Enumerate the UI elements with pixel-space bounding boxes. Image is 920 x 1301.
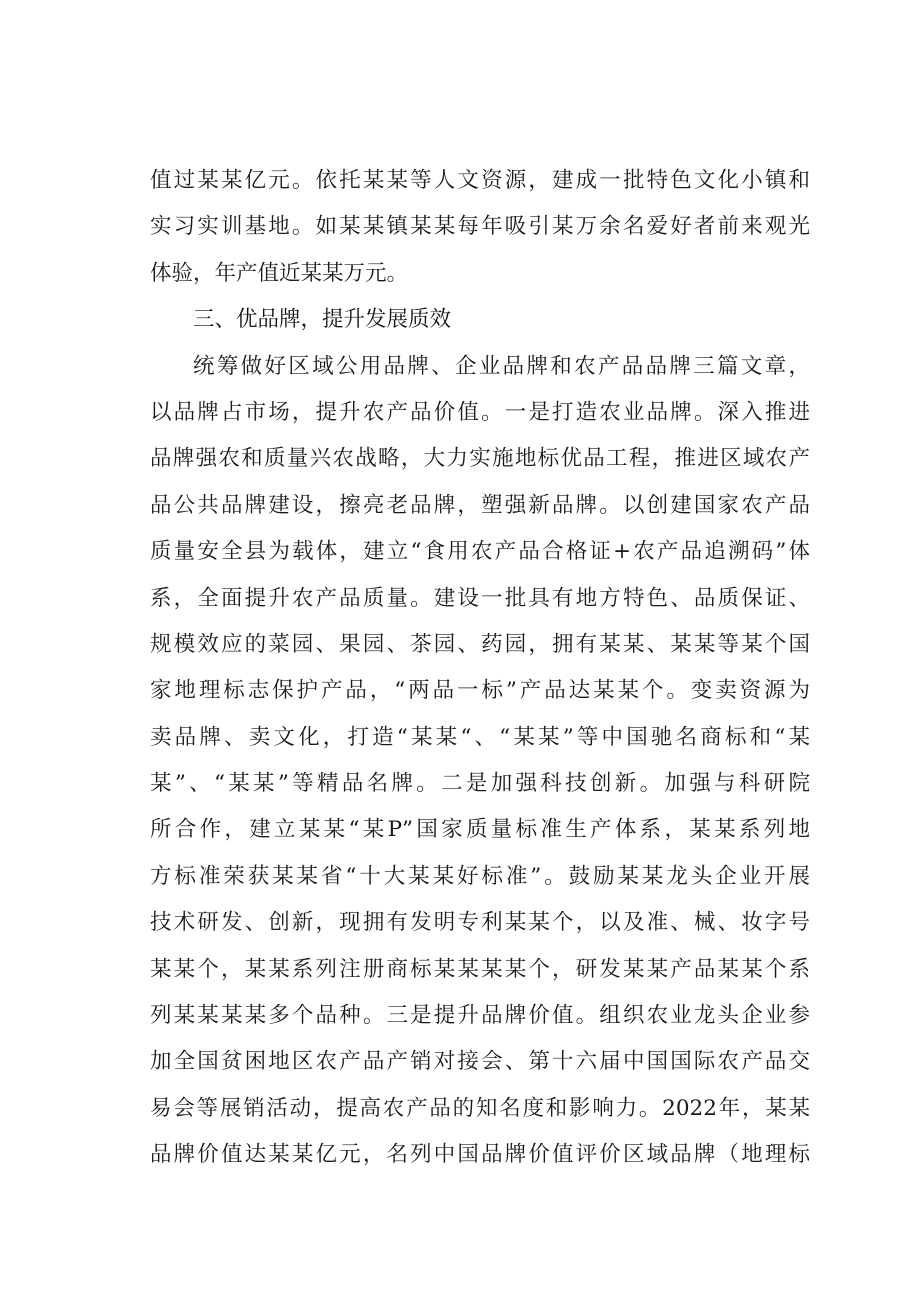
text-line: 品公共品牌建设，擦亮老品牌，塑强新品牌。以创建国家农产品 (150, 492, 810, 518)
text-line: 值过某某亿元。依托某某等人文资源，建成一批特色文化小镇和 (150, 168, 810, 193)
text-line: 易会等展销活动，提高农产品的知名度和影响力。2022年，某某 (150, 1095, 810, 1121)
text-line: 某”、“某某”等精品名牌。二是加强科技创新。加强与科研院 (150, 771, 810, 797)
text-line: 质量安全县为载体，建立“食用农产品合格证+农产品追溯码”体 (150, 539, 810, 565)
text-line: 所合作，建立某某“某P”国家质量标准生产体系，某某系列地 (150, 817, 810, 843)
text-line: 体验，年产值近某某万元。 (150, 260, 409, 286)
text-line: 系，全面提升农产品质量。建设一批具有地方特色、品质保证、 (150, 585, 810, 611)
text-line: 家地理标志保护产品，“两品一标”产品达某某个。变卖资源为 (150, 678, 810, 704)
text-line: 品牌价值达某某亿元，名列中国品牌价值评价区域品牌（地理标 (150, 1142, 810, 1168)
text-line: 统筹做好区域公用品牌、企业品牌和农产品品牌三篇文章， (193, 353, 810, 379)
text-line: 技术研发、创新，现拥有发明专利某某个，以及准、械、妆字号 (150, 910, 810, 936)
text-line: 方标准荣获某某省“十大某某好标准”。鼓励某某龙头企业开展 (150, 863, 810, 889)
text-line: 以品牌占市场，提升农产品价值。一是打造农业品牌。深入推进 (150, 399, 810, 425)
text-line: 卖品牌、卖文化，打造“某某“、“某某”等中国驰名商标和“某 (150, 724, 810, 750)
text-line: 品牌强农和质量兴农战略，大力实施地标优品工程，推进区域农产 (150, 446, 810, 472)
text-line: 实习实训基地。如某某镇某某每年吸引某万余名爱好者前来观光 (150, 214, 810, 240)
text-line: 某某个，某某系列注册商标某某某某个，研发某某产品某某个系 (150, 956, 810, 982)
text-line: 列某某某某多个品种。三是提升品牌价值。组织农业龙头企业参 (150, 1003, 810, 1029)
text-line: 规模效应的菜园、果园、茶园、药园，拥有某某、某某等某个国 (150, 631, 810, 657)
section-heading: 三、优品牌，提升发展质效 (193, 307, 452, 333)
document-body (150, 158, 810, 1179)
text-line: 加全国贫困地区农产品产销对接会、第十六届中国国际农产品交 (150, 1049, 810, 1075)
